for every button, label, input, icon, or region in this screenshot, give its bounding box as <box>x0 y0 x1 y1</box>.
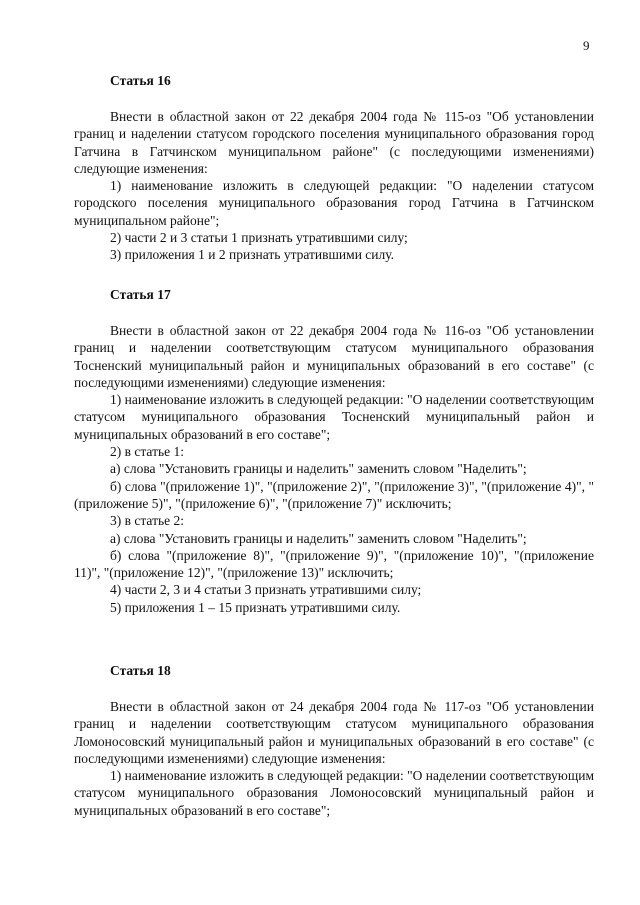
page-number: 9 <box>583 38 590 53</box>
article-17-intro: Внести в областной закон от 22 декабря 2004 года № 116-оз "Об установлении границ и наделении соответствующим статусом муниципального образования Тосненский муниципальный район и муниципальных образований в его составе" (с последующими изменениями) следующие изменения: <box>74 323 594 390</box>
article-16-intro: Внести в областной закон от 22 декабря 2004 года № 115-оз "Об установлении границ и наделении статусом городского поселения муниципального образования город Гатчина в Гатчинском муниципальном районе" (с последующими изменениями) следующие изменения: <box>74 109 594 176</box>
article-16-item-2: 2) части 2 и 3 статьи 1 признать утратившими силу; <box>110 230 408 246</box>
article-16-item-3: 3) приложения 1 и 2 признать утратившими силу. <box>110 247 395 263</box>
article-16-title: Статья 16 <box>110 73 171 88</box>
article-17-title: Статья 17 <box>110 287 171 302</box>
article-18-title: Статья 18 <box>110 663 171 678</box>
article-18-item-1: 1) наименование изложить в следующей редакции: "О наделении соответствующим статусом муниципального образования Ломоносовский муниципальный район и муниципальных образований в его составе"; <box>74 768 594 818</box>
article-17-item-4: 4) части 2, 3 и 4 статьи 3 признать утратившими силу; <box>110 582 422 598</box>
article-18-body <box>74 698 594 819</box>
article-17-item-3a: а) слова "Установить границы и наделить" заменить словом "Наделить"; <box>110 530 527 546</box>
article-18-intro: Внести в областной закон от 24 декабря 2004 года № 117-оз "Об установлении границ и наделении соответствующим статусом муниципального образования Ломоносовский муниципальный район и муниципальных образований в его составе" (с последующими изменениями) следующие изменения: <box>74 699 594 766</box>
article-17-item-3b: б) слова "(приложение 8)", "(приложение 9)", "(приложение 10)", "(приложение 11)", "(приложение 12)", "(приложение 13)" исключить; <box>74 547 594 581</box>
article-17-item-2a: а) слова "Установить границы и наделить" заменить словом "Наделить"; <box>110 461 527 477</box>
article-16-body <box>74 108 594 264</box>
article-17-item-3: 3) в статье 2: <box>110 513 184 529</box>
article-17-body <box>74 322 594 616</box>
article-17-item-1: 1) наименование изложить в следующей редакции: "О наделении соответствующим статусом муниципального образования Тосненский муниципальный район и муниципальных образований в его составе"; <box>74 392 594 442</box>
article-17-item-2b: б) слова "(приложение 1)", "(приложение 2)", "(приложение 3)", "(приложение 4)", "(приложение 5)", "(приложение 6)", "(приложение 7)" исключить; <box>74 478 594 511</box>
article-17-item-5: 5) приложения 1 – 15 признать утратившими силу. <box>110 599 401 615</box>
article-16-item-1: 1) наименование изложить в следующей редакции: "О наделении статусом городского поселения муниципального образования город Гатчина в Гатчинском муниципальном районе"; <box>74 178 594 228</box>
article-17-item-2: 2) в статье 1: <box>110 444 184 460</box>
